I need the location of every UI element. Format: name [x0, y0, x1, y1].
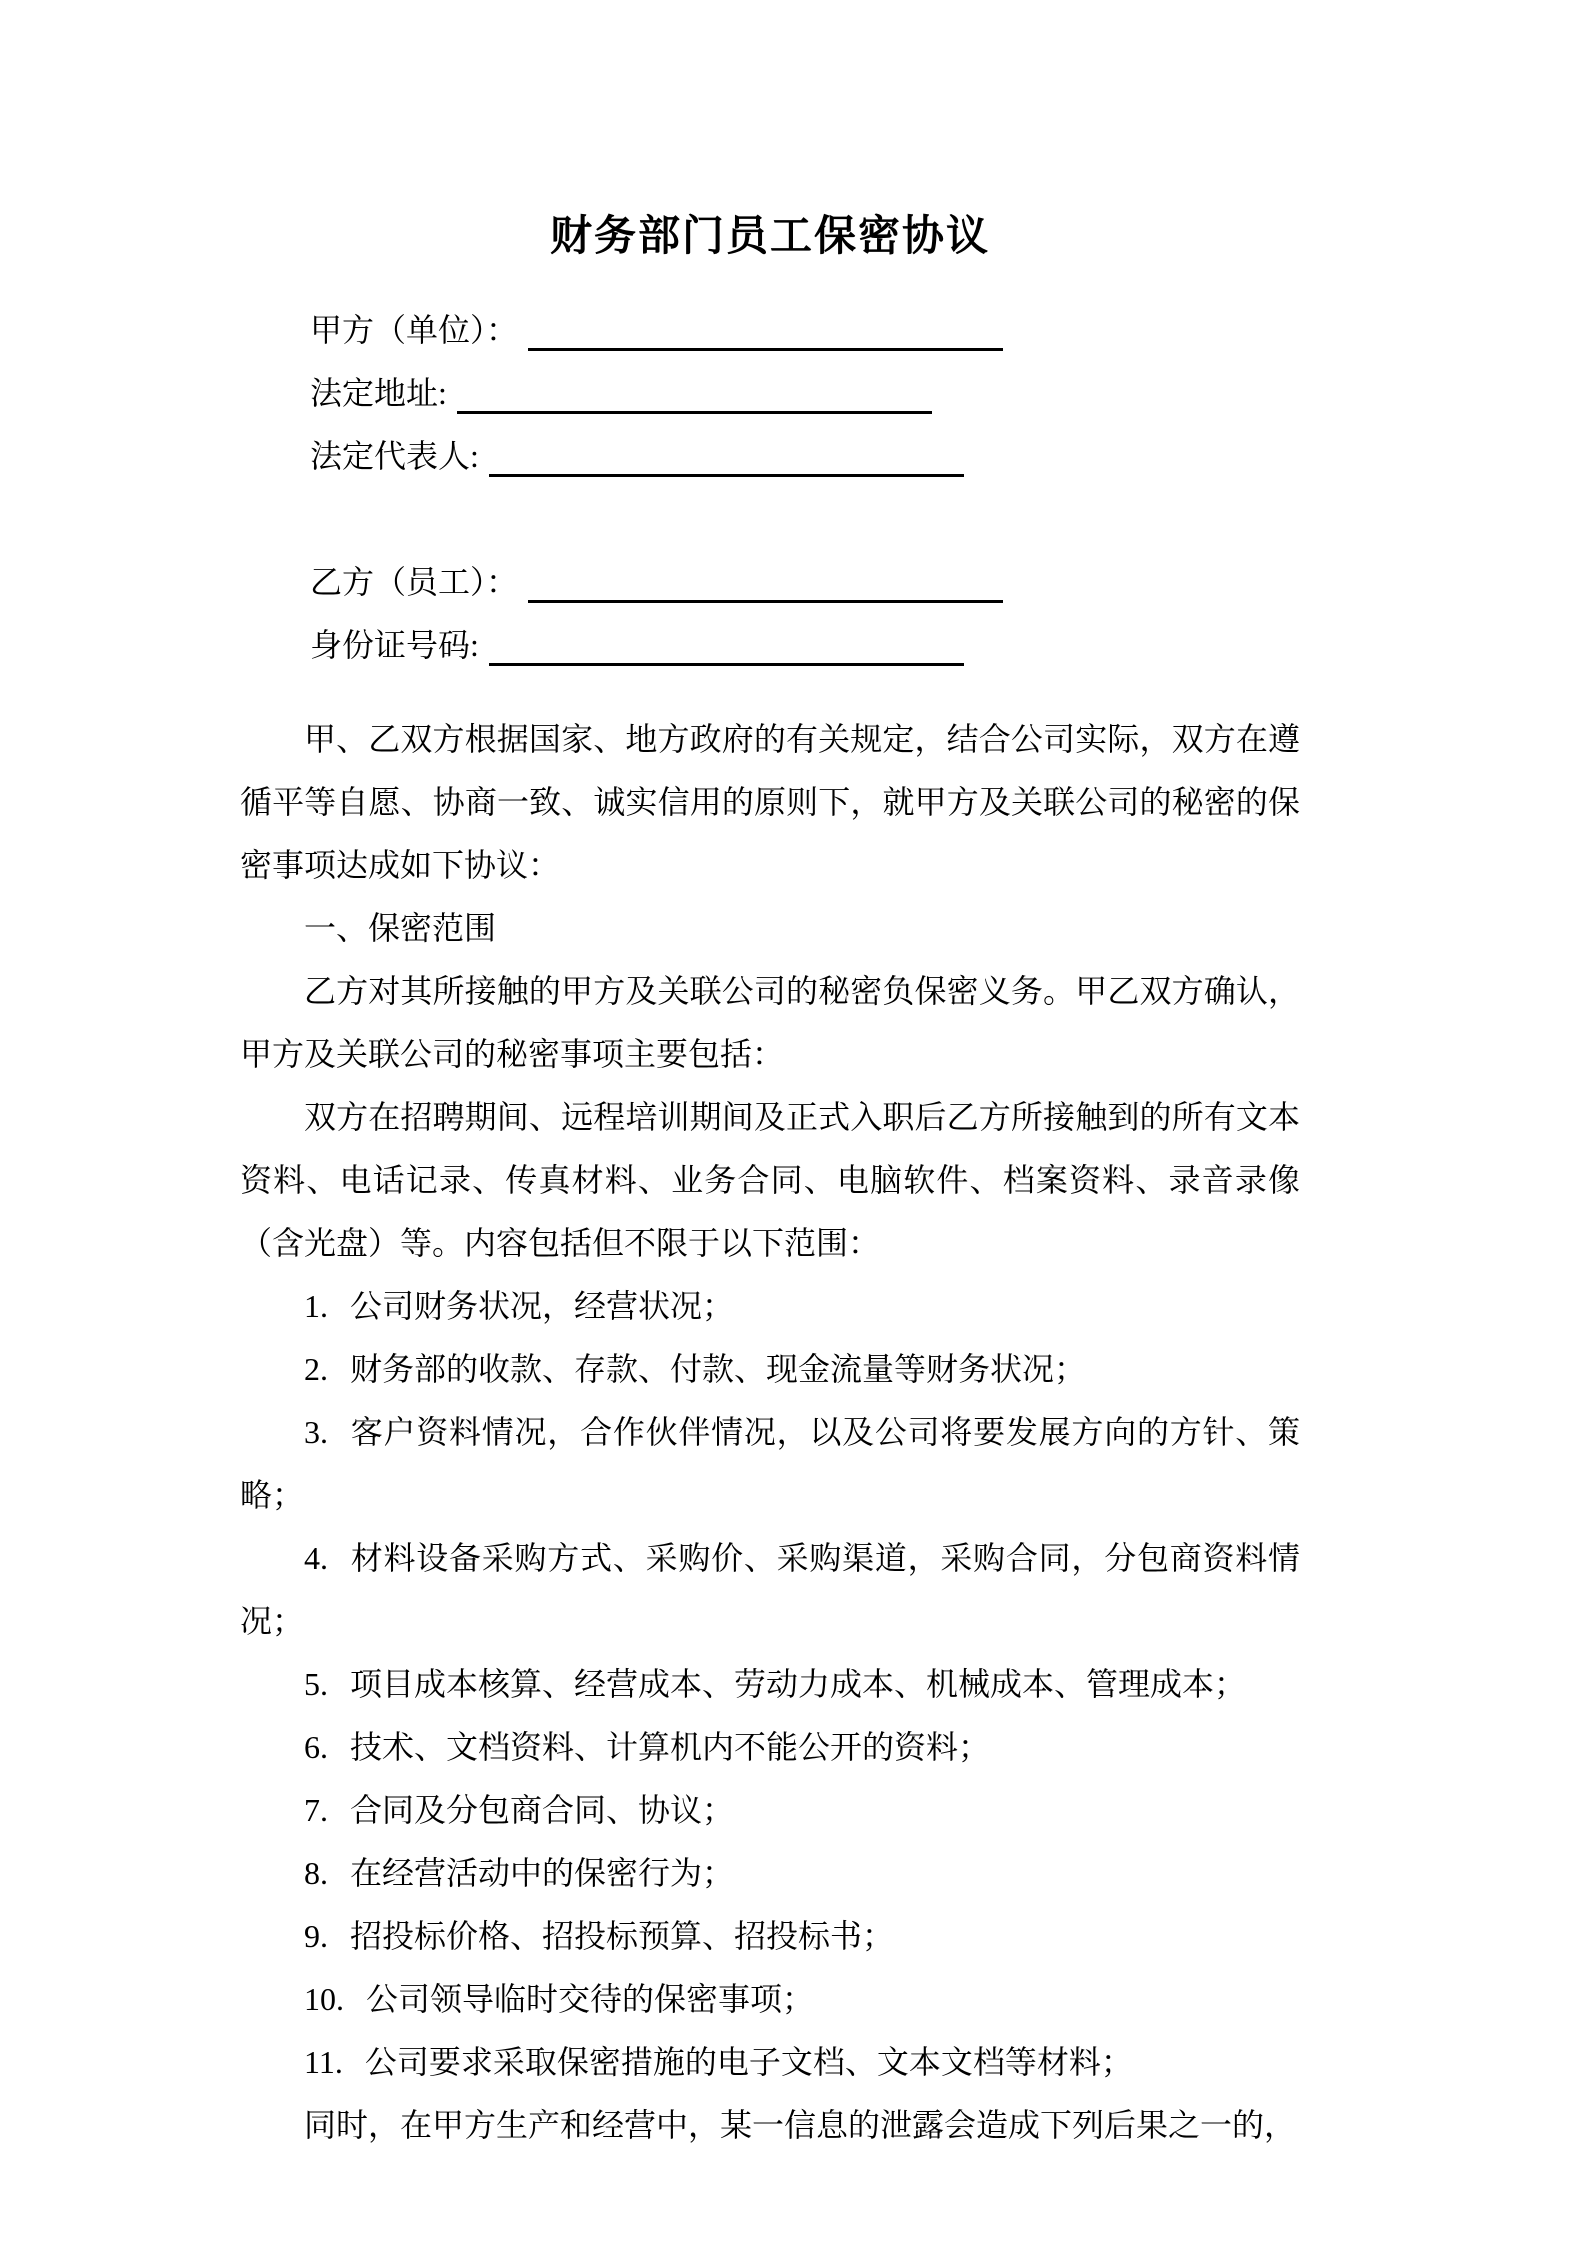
field-row-legal-representative — [310, 414, 1300, 477]
section-1-heading: 一、保密范围 — [304, 910, 497, 946]
field-label-party-a-unit: 甲方（单位）： — [310, 312, 519, 348]
intro-paragraph: 甲、乙双方根据国家、地方政府的有关规定，结合公司实际，双方在遵循平等自愿、协商一致、诚实信用的原则下，就甲方及关联公司的秘密的保密事项达成如下协议： — [240, 721, 1300, 883]
list-item-text: 公司要求采取保密措施的电子文档、文本文档等材料； — [364, 2044, 1133, 2080]
list-item-text: 合同及分包商合同、协议； — [350, 1792, 735, 1828]
list-item-text: 客户资料情况，合作伙伴情况，以及公司将要发展方向的方针、策略； — [240, 1414, 1300, 1513]
list-item-number: 11. — [304, 2044, 343, 2080]
fill-in-line-party-a-unit — [528, 309, 1003, 351]
list-item-text: 公司财务状况，经营状况； — [350, 1288, 735, 1324]
fill-in-line-party-b-employee — [528, 561, 1003, 603]
scope-paragraph: 乙方对其所接触的甲方及关联公司的秘密负保密义务。甲乙双方确认，甲方及关联公司的秘密事项主要包括： — [240, 973, 1300, 1072]
list-item-text: 材料设备采购方式、采购价、采购渠道，采购合同，分包商资料情况； — [240, 1540, 1300, 1639]
list-item — [240, 1401, 1300, 1527]
list-item — [240, 1527, 1300, 1653]
list-item — [240, 1275, 1300, 1338]
list-item — [240, 1842, 1300, 1905]
field-label-party-b-employee: 乙方（员工）： — [310, 564, 519, 600]
list-item-number: 10. — [304, 1981, 344, 2017]
list-item-number: 6. — [304, 1729, 328, 1765]
field-label-id-card-number: 身份证号码: — [310, 627, 479, 663]
list-item-text: 招投标价格、招投标预算、招投标书； — [350, 1918, 895, 1954]
confidential-items-list — [240, 1275, 1300, 2094]
list-item-text: 公司领导临时交待的保密事项； — [366, 1981, 815, 2017]
fill-in-line-legal-address — [457, 372, 932, 414]
list-item-number: 2. — [304, 1351, 328, 1387]
list-item-number: 4. — [304, 1540, 328, 1576]
closing-paragraph: 同时，在甲方生产和经营中，某一信息的泄露会造成下列后果之一的， — [304, 2107, 1297, 2143]
list-item-text: 财务部的收款、存款、付款、现金流量等财务状况； — [350, 1351, 1087, 1387]
list-item — [240, 1968, 1300, 2031]
field-row-id-card-number — [310, 603, 1300, 666]
list-item — [240, 1338, 1300, 1401]
document-title: 财务部门员工保密协议 — [549, 212, 990, 259]
party-fields-section — [310, 288, 1300, 666]
list-item-number: 5. — [304, 1666, 328, 1702]
field-label-legal-representative: 法定代表人: — [310, 438, 479, 474]
field-row-legal-address — [310, 351, 1300, 414]
list-item — [240, 1905, 1300, 1968]
list-item — [240, 1779, 1300, 1842]
list-item-number: 3. — [304, 1414, 328, 1450]
fill-in-line-legal-representative — [489, 435, 964, 477]
list-item-number: 8. — [304, 1855, 328, 1891]
agreement-body — [240, 708, 1300, 2157]
field-row-party-a-unit — [310, 288, 1300, 351]
list-item-number: 9. — [304, 1918, 328, 1954]
list-item-number: 7. — [304, 1792, 328, 1828]
list-item-text: 项目成本核算、经营成本、劳动力成本、机械成本、管理成本； — [350, 1666, 1247, 1702]
list-item — [240, 2031, 1300, 2094]
fill-in-line-id-card-number — [489, 624, 964, 666]
list-item — [240, 1716, 1300, 1779]
list-item — [240, 1653, 1300, 1716]
field-row-party-b-employee — [310, 540, 1300, 603]
field-label-legal-address: 法定地址: — [310, 375, 447, 411]
materials-paragraph: 双方在招聘期间、远程培训期间及正式入职后乙方所接触到的所有文本资料、电话记录、传真材料、业务合同、电脑软件、档案资料、录音录像（含光盘）等。内容包括但不限于以下范围： — [240, 1099, 1300, 1261]
list-item-number: 1. — [304, 1288, 328, 1324]
list-item-text: 在经营活动中的保密行为； — [350, 1855, 735, 1891]
list-item-text: 技术、文档资料、计算机内不能公开的资料； — [350, 1729, 991, 1765]
